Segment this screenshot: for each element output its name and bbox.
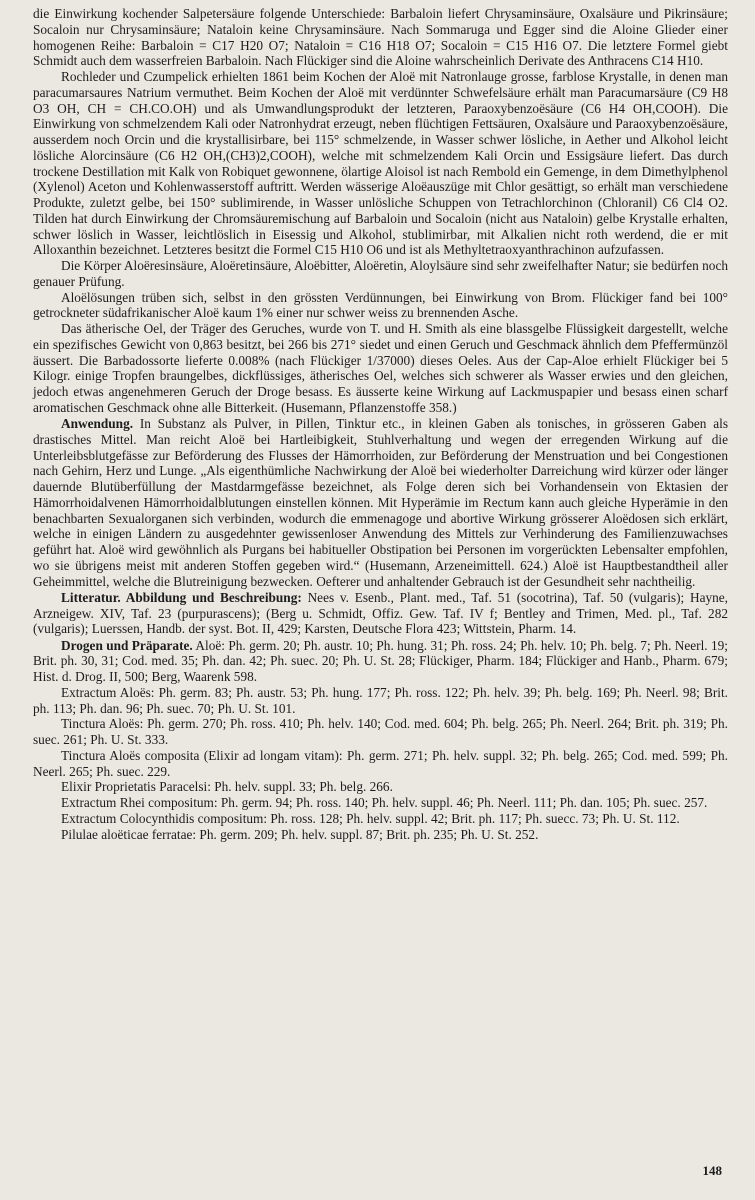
- preparation-entry: Elixir Proprietatis Paracelsi: Ph. helv. suppl. 33; Ph. belg. 266.: [61, 779, 393, 795]
- anwendung-text: In Substanz als Pulver, in Pillen, Tinktur etc., in kleinen Gaben als tonisches, in grösseren Gaben als drastisches Mittel. Man reicht Aloë bei Hartleibigkeit, Stuhlverhaltung und wegen der erregenden Wirkung auf die Unterleibsblutgefässe zur Beförderung des Flusses der Hämorrhoiden, zur Beförderung der Menstruation und bei Congestionen nach Gehirn, Herz und Lunge. „Als eigenthümliche Nachwirkung der Aloë bei wiederholter Darreichung wird kürzer oder länger dauernde Blutüberfüllung der Mastdarmgefässe bezeichnet, als Folge deren sich bei Vorhandensein von Ektasien der Hämorrhoidalvenen Hämorrhoidalblutungen einstellen können. Mit Hyperämie im Rectum kann auch gleiche Hyperämie in den benachbarten Sexualorganen sich verbinden, wodurch die emmenagoge und abortive Wirkung grösserer Aloëdosen sich erklärt, welche in einigen Ländern zu ausgedehnter gewissenloser Anwendung des Mittels zur Verhinderung des Familienzuwachses geführt hat. Aloë wird gewöhnlich als Purgans bei habitueller Obstipation bei Personen im vorgerückten Lebensalter empfohlen, wo sie übrigens meist mit anderen Stoffen gegeben wird.“ (Husemann, Arzeneimittell. 624.) Aloë ist Hauptbestandtheil aller Geheimmittel, welche die Blutreinigung bezwecken. Oefterer und anhaltender Gebrauch ist der Gesundheit sehr nachtheilig.: [33, 416, 728, 589]
- section-drogen: [33, 638, 728, 685]
- section-heading-litteratur: Litteratur. Abbildung und Beschreibung:: [61, 589, 302, 605]
- section-heading-drogen: Drogen und Präparate.: [61, 637, 193, 653]
- paragraph-chemistry: Rochleder und Czumpelick erhielten 1861 beim Kochen der Aloë mit Natronlauge grosse, farblose Krystalle, in denen man paracumarsaures Natrium vermuthet. Beim Kochen der Aloë mit verdünnter Schwefelsäure erhält man Paracumarsäure (C9 H8 O3 OH, CH = CH.CO.OH) und als Umwandlungsprodukt der letzteren, Paraoxybenzoësäure (C6 H4 OH,COOH). Die Einwirkung von schmelzendem Kali oder Natronhydrat erzeugt, neben flüchtigen Fettsäuren, Oxalsäure und Paraoxybenzoësäure, ausserdem noch Orcin und die krystallisirbare, bei 115° schmelzende, in Wasser schwer lösliche, in Aether und Alkohol leicht lösliche Alorcinsäure (C6 H2 OH,(CH3)2,COOH), welche mit schmelzendem Kali Orcin und Essigsäure liefert. Das durch trockene Destillation mit Kalk von Robiquet gewonnene, ölartige Aloisol ist nach Rembold ein Gemenge, in dem Dimethylphenol (Xylenol) Aceton und Kohlenwasserstoff auftritt. Werden wässerige Aloëauszüge mit Chlor gesättigt, so erhält man verschiedene Produkte, zuletzt gelbe, bei 150° sublimirende, in Wasser unlösliche Schuppen von Tetrachlorchinon (Chloranil) C6 Cl4 O2. Tilden hat durch Einwirkung der Chromsäuremischung auf Barbaloin und Socaloin (nicht aus Nataloin) gelbe Krystalle erhalten, schwer löslich in Wasser, leichtlöslich in Eisessig und Alkohol, stublimirbar, mit Alkalien nicht roth werdend, die er mit Alloxanthin bezeichnet. Letzteres besitzt die Formel C15 H10 O6 und ist als Methyltetraoxyanthrachinon aufzufassen.: [33, 69, 728, 258]
- page-number: 148: [702, 1163, 722, 1178]
- preparation-entry: Pilulae aloëticae ferratae: Ph. germ. 209; Ph. helv. suppl. 87; Brit. ph. 235; Ph. U. St. 252.: [61, 826, 539, 842]
- paragraph-resins: Die Körper Aloëresinsäure, Aloëretinsäure, Aloëbitter, Aloëretin, Aloylsäure sind sehr zweifelhafter Natur; sie bedürfen noch genauer Prüfung.: [33, 258, 728, 289]
- preparation-entry: Extractum Colocynthidis compositum: Ph. ross. 128; Ph. helv. suppl. 42; Brit. ph. 117; Ph. suecc. 73; Ph. U. St. 112.: [61, 810, 680, 826]
- paragraph-solutions: Aloëlösungen trüben sich, selbst in den grössten Verdünnungen, bei Einwirkung von Brom. Flückiger fand bei 100° getrockneter südafrikanischer Aloë kaum 1% einer nur schwer weiss zu brennenden Asche.: [33, 289, 728, 321]
- preparation-entry: Tinctura Aloës: Ph. germ. 270; Ph. ross. 410; Ph. helv. 140; Cod. med. 604; Ph. belg. 265; Ph. Neerl. 264; Brit. ph. 319; Ph. suec. 261; Ph. U. St. 333.: [33, 716, 728, 747]
- paragraph-essential-oil: Das ätherische Oel, der Träger des Geruches, wurde von T. und H. Smith als eine blassgelbe Flüssigkeit dargestellt, welche ein spezifisches Gewicht von 0,863 besitzt, bei 266 bis 271° siedet und einen Geruch und Geschmack ähnlich dem Pfeffermünzöl äussert. Die Barbadossorte lieferte 0.008% (nach Flückiger 1/37000) dieses Oeles. Aus der Cap-Aloe erhielt Flückiger bei 5 Kilogr. einige Tropfen braungelbes, dickflüssiges, ätherisches Oel, welches sich schwerer als Wasser erwies und den gleichen, jedoch etwas angenehmeren Geruch der Droge besass. Es äusserte keine Wirkung auf Lackmuspapier und besass einen scharf aromatischen Geschmack ohne alle Bitterkeit. (Husemann, Pflanzenstoffe 358.): [33, 321, 728, 415]
- section-heading-anwendung: Anwendung.: [61, 416, 134, 431]
- drogen-text: Aloë: Ph. germ. 20; Ph. austr. 10; Ph. hung. 31; Ph. ross. 24; Ph. helv. 10; Ph. belg. 7; Ph. Neerl. 19; Brit. ph. 30, 31; Cod. med. 35; Ph. dan. 42; Ph. suec. 20; Ph. U. St. 28; Flückiger, Pharm. 184; Flückiger and Hanb., Pharm. 679; Hist. d. Drog. II, 500; Berg, Waarenk 598.: [33, 637, 728, 684]
- section-anwendung: [33, 416, 728, 589]
- preparation-entry: Tinctura Aloës composita (Elixir ad longam vitam): Ph. germ. 271; Ph. helv. suppl. 32; Ph. belg. 265; Cod. med. 599; Ph. Neerl. 265; Ph. suec. 229.: [33, 747, 728, 779]
- paragraph-aloine: die Einwirkung kochender Salpetersäure folgende Unterschiede: Barbaloin liefert Chrysaminsäure, Oxalsäure und Pikrinsäure; Socaloin nur Chrysaminsäure; Nataloin keine Chrysaminsäure. Nach Sommaruga und Egger sind die Aloine Glieder einer homogenen Reihe: Barbaloin = C17 H20 O7; Nataloin = C16 H18 O7; Socaloin = C15 H16 O7. Die letztere Formel giebt Schmidt auch dem wasserfreien Barbaloin. Nach Flückiger sind die Aloine wahrscheinlich Derivate des Anthracens C14 H10.: [33, 6, 728, 69]
- preparation-entry: Extractum Rhei compositum: Ph. germ. 94; Ph. ross. 140; Ph. helv. suppl. 46; Ph. Neerl. 111; Ph. dan. 105; Ph. suec. 257.: [61, 795, 708, 810]
- text-column: [33, 6, 728, 842]
- preparation-entry: Extractum Aloës: Ph. germ. 83; Ph. austr. 53; Ph. hung. 177; Ph. ross. 122; Ph. helv. 39; Ph. belg. 169; Ph. Neerl. 98; Brit. ph. 113; Ph. dan. 96; Ph. suec. 70; Ph. U. St. 101.: [33, 684, 728, 716]
- litteratur-text: Nees v. Esenb., Plant. med., Taf. 51 (socotrina), Taf. 50 (vulgaris); Hayne, Arzneigew. XIV, Taf. 23 (purpurascens); (Berg u. Schmidt, Offiz. Gew. Taf. IV f; Bentley and Trimen, Med. pl., Taf. 282 (vulgaris); Luerssen, Handb. der syst. Bot. II, 429; Karsten, Deutsche Flora 423; Wittstein, Pharm. 14.: [33, 589, 729, 637]
- section-litteratur: [33, 590, 728, 637]
